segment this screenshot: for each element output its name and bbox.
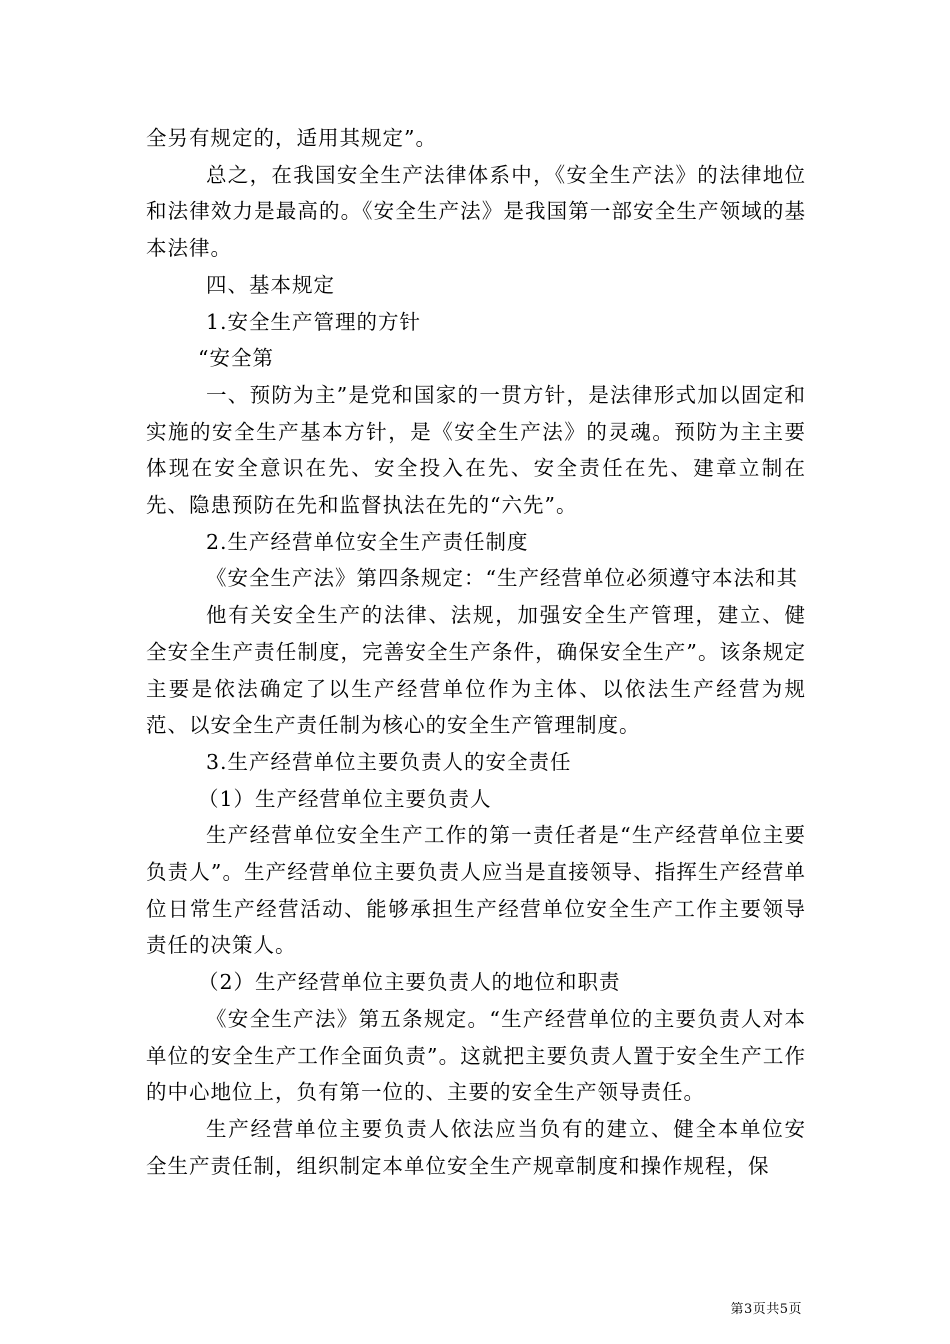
paragraph-article-four-continued: 他有关安全生产的法律、法规，加强安全生产管理，建立、健全安全生产责任制度，完善安全生产条件，确保安全生产”。该条规定主要是依法确定了以生产经营单位作为主体、以依法生产经营为规范、以安全生产责任制为核心的安全生产管理制度。 bbox=[146, 603, 806, 738]
paragraph-continuation: 全另有规定的，适用其规定”。 bbox=[146, 126, 437, 150]
page-number: 第3页共5页 bbox=[730, 1302, 802, 1317]
paragraph-quote-start: “安全第 bbox=[198, 346, 274, 371]
section-heading-basic-provisions: 四、基本规定 bbox=[206, 272, 335, 297]
subheading-principal-leader: （1）生产经营单位主要负责人 bbox=[198, 786, 492, 811]
paragraph-leader-duties: 生产经营单位主要负责人依法应当负有的建立、健全本单位安全生产责任制，组织制定本单位安全生产规章制度和操作规程，保 bbox=[146, 1116, 806, 1178]
paragraph-summary: 总之，在我国安全生产法律体系中，《安全生产法》的法律地位和法律效力是最高的。《安全生产法》是我国第一部安全生产领域的基本法律。 bbox=[146, 162, 806, 261]
subheading-safety-policy: 1.安全生产管理的方针 bbox=[206, 309, 422, 334]
subheading-responsibility-system: 2.生产经营单位安全生产责任制度 bbox=[206, 529, 529, 554]
paragraph-principal-leader: 生产经营单位安全生产工作的第一责任者是“生产经营单位主要负责人”。生产经营单位主要负责人应当是直接领导、指挥生产经营单位日常生产经营活动、能够承担生产经营单位安全生产工作主要领导责任的决策人。 bbox=[146, 823, 806, 958]
subheading-leader-responsibility: 3.生产经营单位主要负责人的安全责任 bbox=[206, 749, 572, 774]
document-body bbox=[146, 120, 806, 1184]
paragraph-safety-policy: 一、预防为主”是党和国家的一贯方针，是法律形式加以固定和实施的安全生产基本方针，是《安全生产法》的灵魂。预防为主主要体现在安全意识在先、安全投入在先、安全责任在先、建章立制在先、隐患预防在先和监督执法在先的“六先”。 bbox=[146, 382, 806, 518]
subheading-leader-status-duties: （2）生产经营单位主要负责人的地位和职责 bbox=[198, 970, 621, 995]
paragraph-article-five: 《安全生产法》第五条规定。“生产经营单位的主要负责人对本单位的安全生产工作全面负责”。这就把主要负责人置于安全生产工作的中心地位上，负有第一位的、主要的安全生产领导责任。 bbox=[146, 1006, 806, 1105]
paragraph-article-four: 《安全生产法》第四条规定：“生产经营单位必须遵守本法和其 bbox=[206, 566, 798, 591]
